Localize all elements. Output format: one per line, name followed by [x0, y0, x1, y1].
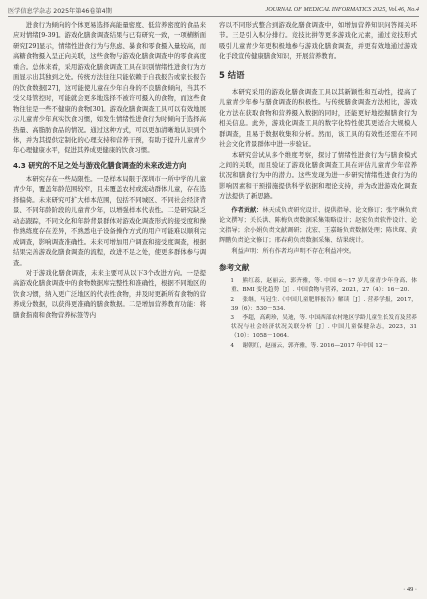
reference-list	[219, 277, 417, 351]
reference-item: 1 熊红蕊，赵丽云，郭齐雅，等. 中国 6～17 岁儿童青少年身高、体重、BMI 变化趋势［J］. 中国食物与营养，2021，27（4）：16－20.	[230, 278, 417, 294]
left-column	[13, 20, 206, 320]
page-number: · 49 ·	[403, 586, 417, 593]
references-heading: 参考文献	[219, 262, 250, 272]
paragraph: 本研究尝试从多个维度考察，探讨了情绪性进食行为与膳食模式之间的关联，而且验证了游戏化膳食调查工具在评估儿童青少年营养状况和膳食行为中的潜力。这些发现为进一步研究情绪性进食行为的影响因素和干预措施提供科学依据和理论支持，并为改进游戏化调查方法提供了新思路。	[219, 150, 417, 201]
paragraph: 容以不同形式整合到游戏化膳食调查中，如增加营养知识问答闯关环节。三是引入积分排行。竞技比拼等更多游戏化元素，通过竞技形式吸引儿童青少年更积极地参与游戏化膳食调查，并更有效地通过游戏化手段宣传健康膳食知识，开展营养教育。	[219, 21, 417, 61]
contributions-block	[219, 206, 417, 257]
paragraph: 本研究存在一些局限性。一是样本局限于深圳市一所中学的儿童青少年，覆盖年龄范围较窄，且未覆盖农村或流动群体儿童，存在选择偏倚。未来研究可扩大样本范围，包括不同城区、不同社会经济背景、不同年龄阶段的儿童青少年，以增强样本代表性。二是研究缺乏动态跟踪，不同文化和年龄背景群体对游戏化调查形式的接受度和操作熟练度存在差异，不熟悉电子设备操作方式的用户可能难以顺利完成调查，影响调查准确性。未来可增加用户调查和接受度调查，根据结果完善游戏化膳食调查的流程，改进不足之处，使更多群体参与调查。	[13, 174, 206, 267]
paragraph: 对于游戏化膳食调查，未来主要可从以下3个改进方向。一是提高游戏化膳食调查中的食物数据库完整性和准确性，根据不同地区的饮食习惯，纳入更广泛地区的代表性食物，并及时更新所有食物的营养成分数据，以获得更准确的膳食数据。二是增加营养教育功能：将膳食指南和食物营养标签等内	[13, 268, 206, 319]
contrib-text: 林天成负责研究设计、提供指导、论文修订；张宇琳负责论文撰写；关长洪、陈梅负责数据采集策略设计；赵宏负责软件设计、论文指导；余小娟负责文献调研；沈宏、王嘉旸负责数据处理；陈世琛、黄辉鹏负责论文修订；邢春莉负责数据采集、结果统计。	[219, 206, 418, 245]
paragraph: 进食行为倾向的个体更易选择高能量密度、低营养密度的食品来应对情绪[9-39]。游戏化膳食调查结果与已有研究一致，一项横断面研究[29]显示，情绪性进食行为与焦虑、暴食和零食摄入量较高，而高糖食物摄入呈正向关联，这些食物与游戏化膳食调查中的零食高度重合。总体来看，采用游戏化膳食调查工具在识别情绪性进食行为方面显示出其独到之处。传统方法往往只能依赖于自我报告或家长报告的饮食数据[27]，这可能使儿童在少年自身的不良膳食倾向，当其不受父母管控时，可能就会更多地选择不被许可摄入的食物，而这些食物往往是一些不健康的食物[30]。游戏化膳食调查工具可以有效地展示儿童青少年真实饮食习惯，如发生情绪性进食行为时倾向于选择高热量、高脂肪食品的情况。通过这种方式，可以更加清晰地认识到个体，并为其提供定制化的心理支持和营养干预，有助于提升儿童青少年心理健康水平，促进其养成更健康的饮食习惯。	[13, 21, 206, 155]
contrib-label: 作者贡献：	[231, 206, 263, 214]
paragraph: 本研究采用的游戏化膳食调查工具以其新颖性和互动性，提高了儿童青少年参与膳食调查的积极性。与传统膳食调查方法相比，游戏化方法在获取食物和营养摄入数据的同时，还能更好地挖掘膳食行为相关信息。此外，游戏化调查工具的数字化特性使其更适合大规模人群调查，且易于数据收集和分析。然而，该工具的有效性还需在不同社会文化背景群体中进一步验证。	[219, 87, 417, 149]
conflict-statement: 利益声明：所有作者均声明不存在利益冲突。	[231, 247, 356, 255]
reference-item: 2 张继，马冠生.《中国儿童肥胖报告》解读［J］. 营养学报，2017，39（6）：530－534.	[230, 296, 417, 312]
journal-title-en: JOURNAL OF MEDICAL INFORMATICS 2025, Vol.46, No.4	[265, 6, 419, 13]
section-heading-4-3: 4.3 研究的不足之处与游戏化膳食调查的未来改进方向	[13, 160, 187, 170]
reference-item: 4 谢朝红，赵丽云，郭齐雅，等. 2016—2017 年中国 12－	[230, 342, 389, 349]
journal-title-cn: 医学信息学杂志 2025年第46卷第4期	[8, 8, 112, 15]
section-heading-5: 5 结语	[219, 69, 245, 80]
author-contributions	[219, 206, 417, 247]
running-header	[8, 4, 419, 17]
reference-item: 3 李超，高莉珍，吴迪，等. 中国西部农村地区学龄儿童生长发育及营养状况与社会经济状况关联分析［J］. 中国儿童保健杂志，2023，31（10）：1058－1064.	[230, 315, 417, 340]
right-column	[219, 20, 417, 351]
